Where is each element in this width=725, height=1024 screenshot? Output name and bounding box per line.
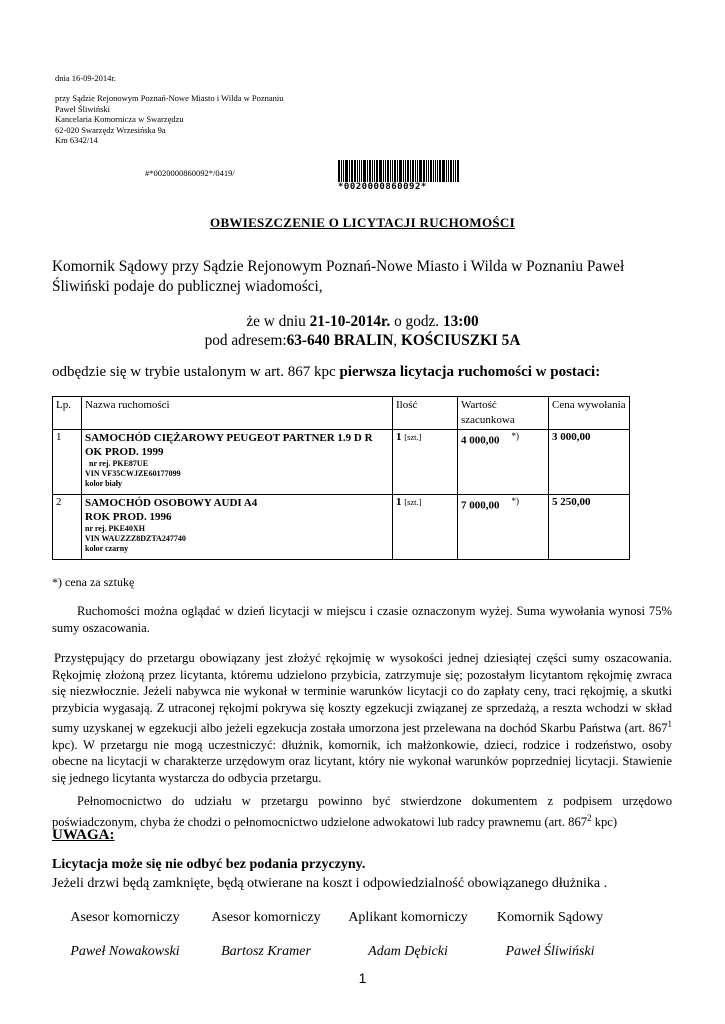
warning-text: Jeżeli drzwi będą zamknięte, będą otwierane na koszt i odpowiedzialność obowiązanego dłużnika . xyxy=(52,876,608,891)
time-prefix: o godz. xyxy=(394,313,440,330)
barcode-bar xyxy=(349,160,350,182)
barcode-bar xyxy=(392,160,393,182)
auction-mode-bold: pierwsza licytacja ruchomości w postaci: xyxy=(339,364,601,380)
barcode-bar xyxy=(390,160,391,182)
row-qty xyxy=(393,430,458,495)
barcode-bar xyxy=(397,160,398,182)
barcode-bar xyxy=(426,160,427,182)
barcode-bar xyxy=(399,160,402,182)
auction-time: 13:00 xyxy=(442,313,479,330)
table-row xyxy=(53,430,630,495)
value-amount: 7 000,00 xyxy=(461,499,500,512)
barcode-bar xyxy=(394,160,396,182)
barcode-bar xyxy=(385,160,386,182)
barcode-bar xyxy=(351,160,353,182)
case-number: Km 6342/14 xyxy=(55,135,98,145)
warning-heading: UWAGA: xyxy=(52,827,115,843)
col-value: Wartość szacunkowa xyxy=(458,397,549,430)
row-price: 5 250,00 xyxy=(549,495,630,560)
row-value xyxy=(458,430,549,495)
barcode-bar xyxy=(374,160,375,182)
row-qty xyxy=(393,495,458,560)
document-title: OBWIESZCZENIE O LICYTACJI RUCHOMOŚCI xyxy=(210,215,515,230)
qty-value: 1 xyxy=(396,431,402,443)
barcode-bar xyxy=(343,160,344,182)
item-name: SAMOCHÓD CIĘŻAROWY PEUGEOT PARTNER 1.9 D R OK PROD. 1999 xyxy=(85,432,373,458)
row-price: 3 000,00 xyxy=(549,430,630,495)
barcode-bar xyxy=(442,160,445,182)
paragraph-deposit-sup: 1 xyxy=(667,719,672,729)
paragraph-viewing xyxy=(52,603,672,636)
barcode-bar xyxy=(357,160,358,182)
row-lp: 1 xyxy=(53,430,82,495)
col-price: Cena wywołania xyxy=(549,397,630,430)
auction-mode xyxy=(52,364,600,381)
row-name-cell xyxy=(82,495,393,560)
signature-role: Aplikant komorniczy xyxy=(348,910,468,925)
signature-role: Asesor komorniczy xyxy=(70,910,180,925)
barcode-bar xyxy=(361,160,362,182)
paragraph-power-of-attorney xyxy=(52,793,672,830)
office-header xyxy=(55,93,284,146)
header-line: Paweł Śliwiński xyxy=(55,103,111,114)
value-amount: 4 000,00 xyxy=(461,434,500,447)
barcode-bar xyxy=(433,160,434,182)
barcode xyxy=(338,160,468,192)
paragraph-viewing-text: Ruchomości można oglądać w dzień licytacji w miejscu i czasie oznaczonym wyżej. Suma wywołania wynosi 75% sumy oszacowania. xyxy=(52,604,672,635)
signature-name: Paweł Śliwiński xyxy=(505,944,595,959)
paragraph-poa-text-a: Pełnomocnictwo do udziału w przetargu powinno być stwierdzone dokumentem z podpisem urzędowo poświadczonym, chyba że chodzi o pełnomocnictwo udzielone adwokatowi lub radcy prawnemu (art. 867 xyxy=(52,794,672,829)
table-header-row xyxy=(53,397,630,430)
reference-code: #*0020000860092*/0419/ xyxy=(145,168,235,178)
auction-date: 21-10-2014r. xyxy=(309,313,391,330)
item-color: kolor biały xyxy=(85,479,122,488)
item-reg: nr rej. PKE40XH xyxy=(85,524,145,533)
header-line: 62-020 Swarzędz Wrzesińska 9a xyxy=(55,124,166,135)
qty-unit: [szt.] xyxy=(404,432,422,442)
header-line: Kancelaria Komornicza w Swarzędzu xyxy=(55,114,184,124)
qty-value: 1 xyxy=(396,496,402,508)
signature-name: Paweł Nowakowski xyxy=(70,944,180,959)
paragraph-deposit-text-b: kpc). W przetargu nie mogą uczestniczyć: dłużnik, komornik, ich małżonkowie, dzieci, rodzice i rodzeństwo, osoby obecne na licytacji w charakterze urzędowym oraz licytant, który nie wykonał warunków poprzedniej licytacji. Stawienie się jednego licytanta wystarcza do odbycia przetargu. xyxy=(52,737,672,785)
items-table xyxy=(52,396,630,560)
barcode-bar xyxy=(383,160,384,182)
barcode-bar xyxy=(372,160,373,182)
signature-name: Adam Dębicki xyxy=(368,944,448,959)
barcode-bar xyxy=(415,160,416,182)
paragraph-deposit xyxy=(52,650,672,786)
barcode-bar xyxy=(363,160,366,182)
row-lp: 2 xyxy=(53,495,82,560)
qty-unit: [szt.] xyxy=(404,497,422,507)
auction-address: 63-640 BRALIN xyxy=(286,332,394,349)
col-name: Nazwa ruchomości xyxy=(82,397,393,430)
address-prefix: pod adresem: xyxy=(204,332,287,349)
item-vin: VIN WAUZZZ8DZTA247740 xyxy=(85,534,186,543)
barcode-bar xyxy=(338,160,340,182)
barcode-bar xyxy=(419,160,422,182)
header-line: przy Sądzie Rejonowym Poznań-Nowe Miasto i Wilda w Poznaniu xyxy=(55,93,284,103)
barcode-bar xyxy=(417,160,418,182)
barcode-bar xyxy=(428,160,429,182)
item-reg: nr rej. PKE87UE xyxy=(89,459,149,468)
barcode-bar xyxy=(367,160,368,182)
barcode-bars xyxy=(338,160,468,182)
col-lp: Lp. xyxy=(53,397,82,430)
barcode-bar xyxy=(412,160,414,182)
barcode-bar xyxy=(439,160,441,182)
col-qty: Ilość xyxy=(393,397,458,430)
table-row xyxy=(53,495,630,560)
document-date: dnia 16-09-2014r. xyxy=(55,73,116,83)
value-mark: *) xyxy=(511,496,519,506)
intro-text: Komornik Sądowy przy Sądzie Rejonowym Poznań-Nowe Miasto i Wilda w Poznaniu Paweł Śliwiński podaje do publicznej wiadomości, xyxy=(52,258,625,295)
auction-street: KOŚCIUSZKI 5A xyxy=(400,332,521,349)
barcode-bar xyxy=(457,160,459,182)
barcode-bar xyxy=(403,160,404,182)
barcode-bar xyxy=(423,160,425,182)
paragraph-poa-sup: 2 xyxy=(587,812,592,823)
auction-mode-text: odbędzie się w trybie ustalonym w art. 867 kpc xyxy=(52,364,336,380)
barcode-bar xyxy=(379,160,382,182)
barcode-bar xyxy=(345,160,348,182)
barcode-bar xyxy=(341,160,342,182)
row-name-cell xyxy=(82,430,393,495)
paragraph-poa-text-b: kpc) xyxy=(591,814,618,829)
signature-name: Bartosz Kramer xyxy=(221,944,311,959)
item-vin: VIN VF35CWJZE60177099 xyxy=(85,469,181,478)
barcode-bar xyxy=(453,160,454,182)
barcode-bar xyxy=(369,160,371,182)
barcode-bar xyxy=(407,160,409,182)
item-color: kolor czarny xyxy=(85,544,129,553)
barcode-bar xyxy=(450,160,452,182)
barcode-bar xyxy=(405,160,406,182)
barcode-bar xyxy=(448,160,449,182)
barcode-bar xyxy=(430,160,432,182)
paragraph-deposit-text-a: Przystępujący do przetargu obowiązany jest złożyć rękojmię w wysokości jednej dziesiątej części sumy oszacowania. Rękojmię złożoną przez licytanta, któremu udzielono przybicia, zatrzymuje się; pozostałym licytantom rękojmię zwraca się niezwłocznie. Jeżeli nabywca nie wykonał w terminie warunków licytacji co do zapłaty ceny, traci rękojmię, a skutki przybicia wygasają. Z utraconej rękojmi pokrywa się koszty egzekucji związanej ze sprzedażą, a reszta wchodzi w skład sumy uzyskanej w egzekucji albo jeżeli egzekucja została umorzona jest przelewana na dochód Skarbu Państwa (art. 867 xyxy=(52,651,672,736)
value-mark: *) xyxy=(511,431,519,441)
barcode-bar xyxy=(359,160,360,182)
item-name: SAMOCHÓD OSOBOWY AUDI A4 ROK PROD. 1996 xyxy=(85,497,258,523)
barcode-bar xyxy=(446,160,447,182)
barcode-bar xyxy=(455,160,456,182)
warning-bold: Licytacja może się nie odbyć bez podania przyczyny. xyxy=(52,857,366,872)
barcode-bar xyxy=(410,160,411,182)
auction-datetime: że w dniu 21-10-2014r. o godz. 13:00 pod adresem:63-640 BRALIN, KOŚCIUSZKI 5A xyxy=(204,313,521,349)
barcode-bar xyxy=(437,160,438,182)
barcode-bar xyxy=(354,160,356,182)
signature-role: Asesor komorniczy xyxy=(211,910,321,925)
date-prefix: że w dniu xyxy=(246,313,306,330)
row-value xyxy=(458,495,549,560)
signature-role: Komornik Sądowy xyxy=(496,910,604,925)
barcode-bar xyxy=(387,160,389,182)
footnote: *) cena za sztukę xyxy=(52,575,135,589)
page-number: 1 xyxy=(358,970,367,986)
barcode-text: *0020000860092* xyxy=(338,182,427,192)
barcode-bar xyxy=(376,160,378,182)
barcode-bar xyxy=(435,160,436,182)
